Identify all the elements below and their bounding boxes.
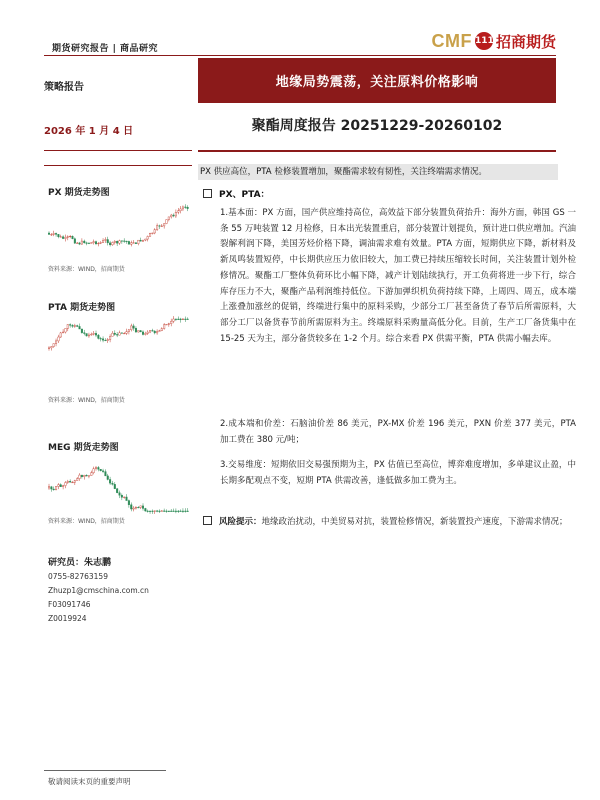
section-px-pta-label: PX、PTA： [219, 190, 270, 200]
candle-body [161, 226, 163, 227]
candle-body [173, 319, 175, 321]
risk-notice [203, 515, 576, 531]
candle-body [83, 475, 85, 477]
candle-body [163, 325, 165, 329]
candle-body [48, 487, 50, 488]
candle-body [98, 335, 100, 338]
pta-chart-title: PTA 期货走势图 [48, 303, 116, 313]
candle-body [55, 233, 57, 234]
candle-body [95, 333, 97, 335]
candle-body [116, 334, 118, 335]
candle-body [142, 240, 144, 241]
candle-body [187, 511, 189, 512]
candle-body [170, 511, 172, 512]
candle-body [159, 331, 161, 332]
candle-body [175, 511, 177, 512]
logo-company-name: 招商期货 [495, 32, 556, 51]
candle-body [72, 236, 74, 239]
candle-body [60, 333, 62, 337]
candle-body [185, 511, 187, 512]
candle-body [154, 511, 156, 512]
candle-body [140, 331, 142, 332]
candle-body [166, 220, 168, 224]
candle-body [91, 473, 93, 476]
candle-body [91, 334, 93, 335]
candle-body [185, 319, 187, 320]
candle-body [107, 240, 109, 243]
candle-body [140, 240, 142, 241]
candle-body [81, 329, 83, 333]
candle-body [62, 332, 64, 333]
candle-body [95, 242, 97, 244]
pta-chart-source: 资料来源：WIND，招商期货 [48, 397, 125, 404]
candle-body [58, 485, 60, 487]
candle-body [180, 511, 182, 512]
candle-body [168, 217, 170, 220]
candle-body [105, 472, 107, 476]
candle-body [114, 241, 116, 242]
candle-body [91, 243, 93, 244]
candle-body [102, 339, 104, 340]
candle-body [69, 325, 71, 326]
candle-body [93, 469, 95, 473]
candle-body [114, 484, 116, 488]
researcher-license-f: F03091746 [48, 600, 91, 609]
candle-body [100, 242, 102, 243]
candle-body [152, 233, 154, 234]
candle-body [177, 319, 179, 320]
candle-body [145, 239, 147, 240]
candle-body [53, 344, 55, 347]
candle-body [48, 348, 50, 349]
candle-body [55, 341, 57, 344]
candle-body [149, 511, 151, 512]
candle-body [107, 339, 109, 340]
candle-body [69, 236, 71, 237]
report-title: 地缘局势震荡，关注原料价格影响 [275, 75, 479, 90]
candle-body [166, 324, 168, 325]
candle-body [109, 243, 111, 245]
candle-body [135, 328, 137, 332]
checkbox-bullet-icon [203, 189, 212, 198]
candle-body [147, 236, 149, 239]
candle-body [133, 326, 135, 328]
header-divider [44, 55, 556, 56]
candle-body [130, 243, 132, 245]
candle-body [182, 319, 184, 320]
candle-body [86, 475, 88, 476]
researcher-phone: 0755-82763159 [48, 572, 108, 581]
candle-body [147, 332, 149, 333]
risk-text: 地缘政治扰动，中美贸易对抗，装置检修情况，新装置投产速度，下游需求情况； [261, 517, 568, 527]
candle-body [55, 486, 57, 489]
candle-body [166, 511, 168, 512]
candle-body [51, 234, 53, 235]
candle-body [182, 207, 184, 209]
candle-body [76, 243, 78, 244]
candle-body [119, 333, 121, 335]
candle-body [152, 511, 154, 512]
summary-highlight: PX 供应高位，PTA 检修装置增加，聚酯需求较有韧性，关注终端需求情况。 [198, 164, 558, 180]
candle-body [140, 506, 142, 508]
candle-body [86, 333, 88, 335]
px-chart-source: 资料来源：WIND，招商期货 [48, 266, 125, 273]
candle-body [177, 211, 179, 213]
candle-body [168, 511, 170, 512]
candle-body [154, 230, 156, 233]
candle-body [180, 319, 182, 320]
candle-body [145, 333, 147, 334]
candle-body [93, 242, 95, 243]
candle-body [65, 328, 67, 332]
candle-body [121, 495, 123, 497]
candle-body [116, 489, 118, 493]
candle-body [149, 233, 151, 236]
candle-body [126, 497, 128, 501]
candle-body [112, 333, 114, 336]
candle-body [112, 242, 114, 244]
candle-body [100, 338, 102, 339]
candle-body [67, 325, 69, 329]
candle-body [116, 241, 118, 243]
candle-body [67, 237, 69, 238]
candle-body [62, 486, 64, 487]
logo-cmf-text: CMF [431, 30, 472, 51]
paragraph-fundamentals: 1.基本面：PX 方面，国产供应维持高位，高效益下部分装置负荷抬升：海外方面，韩国 GS 一条 55 万吨装置 12 月检修，日本出光装置重启，部分装置计划提负，预计进口供应增加。汽油裂解利润下降，美国芳烃价格下降，调油需求难有效量。PTA 方面，短期供应下降，新材料及新凤鸣装置短停，中长期供应压力依旧较大，加工费已持续压缩较长时间，关注装置计划外检修情况。聚酯工厂整体负荷环比小幅下降，减产计划陆续执行，开工负荷将进一步下行，综合库存压力不大，聚酯产品利润维持低位。下游加弹织机负荷持续下降，上周四、周五，成本端上涨叠加涨丝的促销，终端进行集中的原料采购，少部分工厂甚至备货了春节后所需原料，大部分工厂以备货春节前所需原料为主。终端原料采购量高低分化。目前，生产工厂备货集中在 15-25 天为主，部分备货较多在 1-2 个月。综合来看 PX 供需平衡，PTA 供需小幅去库。 [220, 208, 576, 344]
candle-body [112, 483, 114, 484]
candle-body [159, 511, 161, 512]
candle-body [175, 319, 177, 320]
candle-body [88, 476, 90, 477]
candle-body [133, 243, 135, 244]
candle-body [93, 333, 95, 334]
report-category: 期货研究报告 | 商品研究 [52, 44, 159, 54]
risk-label: 风险提示： [219, 517, 262, 527]
candle-body [123, 241, 125, 242]
report-date: 2026 年 1 月 4 日 [44, 126, 134, 137]
candle-body [105, 340, 107, 341]
candle-body [135, 507, 137, 508]
candle-body [119, 493, 121, 495]
candle-body [123, 497, 125, 498]
candle-body [86, 243, 88, 244]
candle-body [121, 333, 123, 334]
candle-body [76, 326, 78, 327]
meg-chart-source: 资料来源：WIND，招商期货 [48, 518, 125, 525]
candle-body [98, 243, 100, 244]
candle-body [58, 337, 60, 341]
candle-body [128, 330, 130, 332]
candle-body [88, 335, 90, 336]
candle-body [149, 330, 151, 332]
candle-body [114, 333, 116, 334]
paragraph-trading: 3.交易维度：短期依旧交易强预期为主，PX 估值已至高位，博弈难度增加，多单建议止盈，中长期多配观点不变，短期 PTA 供需改善，逢低做多加工费为主。 [220, 460, 576, 486]
candle-body [81, 241, 83, 244]
meg-candlestick-chart [46, 455, 192, 515]
candle-body [135, 243, 137, 244]
candle-body [159, 226, 161, 227]
section-px-pta-heading [203, 187, 270, 200]
candle-body [67, 481, 69, 482]
candle-body [128, 501, 130, 505]
company-logo [431, 30, 556, 52]
footer-divider [44, 770, 166, 771]
candle-body [177, 511, 179, 512]
pta-candlestick-chart [46, 315, 192, 375]
candle-body [109, 336, 111, 339]
candle-body [72, 482, 74, 483]
report-subtitle: 聚酯周度报告 20251229-20260102 [251, 118, 503, 134]
candle-body [152, 330, 154, 331]
px-chart-title: PX 期货走势图 [48, 188, 110, 198]
candle-body [142, 332, 144, 335]
candle-body [98, 467, 100, 469]
candle-body [74, 239, 76, 243]
candle-body [128, 241, 130, 244]
candle-body [95, 467, 97, 468]
candle-body [126, 241, 128, 242]
candle-body [79, 475, 81, 479]
px-candlestick-chart [46, 200, 192, 260]
candle-body [138, 331, 140, 332]
candle-body [123, 333, 125, 334]
researcher-name: 研究员：朱志鹏 [48, 558, 112, 568]
candle-body [133, 508, 135, 509]
candle-body [102, 471, 104, 472]
candle-body [81, 475, 83, 477]
candle-body [72, 325, 74, 326]
candle-body [102, 240, 104, 242]
candle-body [65, 483, 67, 486]
candle-body [126, 332, 128, 334]
candle-body [175, 212, 177, 216]
candle-body [79, 326, 81, 329]
candle-body [74, 481, 76, 483]
footer-disclaimer: 敬请阅读末页的重要声明 [48, 777, 131, 786]
candle-body [156, 511, 158, 512]
candle-body [76, 479, 78, 481]
candle-body [60, 485, 62, 487]
candle-body [65, 237, 67, 238]
candle-body [60, 237, 62, 238]
candle-body [83, 333, 85, 334]
candle-body [163, 224, 165, 226]
candle-body [58, 234, 60, 236]
candle-body [121, 241, 123, 242]
subtitle-divider [198, 150, 556, 152]
candle-body [170, 321, 172, 324]
candle-body [185, 207, 187, 208]
candle-body [156, 226, 158, 230]
candle-body [53, 489, 55, 490]
candle-body [100, 469, 102, 471]
candle-body [154, 331, 156, 333]
candle-body [173, 215, 175, 216]
logo-seal-icon: 111 [475, 32, 493, 50]
candle-body [74, 326, 76, 327]
candle-body [130, 326, 132, 330]
candle-body [53, 233, 55, 234]
candle-body [145, 508, 147, 511]
candle-body [107, 476, 109, 480]
sidebar-divider-top [44, 150, 192, 151]
candle-body [130, 505, 132, 509]
candle-body [109, 479, 111, 483]
candle-body [105, 240, 107, 241]
candle-body [138, 507, 140, 508]
candle-body [187, 207, 189, 208]
researcher-license-z: Z0019924 [48, 614, 87, 623]
report-title-bar [198, 58, 556, 103]
candle-body [156, 331, 158, 332]
candle-body [142, 506, 144, 509]
candle-body [88, 243, 90, 244]
candle-body [187, 319, 189, 320]
candle-body [62, 237, 64, 239]
candle-body [163, 511, 165, 512]
researcher-email[interactable]: Zhuzp1@cmschina.com.cn [48, 586, 149, 595]
candle-body [173, 511, 175, 512]
report-type: 策略报告 [44, 82, 84, 93]
candle-body [51, 347, 53, 348]
candle-body [182, 511, 184, 512]
candle-body [51, 487, 53, 489]
candle-body [161, 329, 163, 331]
candle-body [79, 243, 81, 244]
candle-body [180, 209, 182, 211]
checkbox-bullet-icon [203, 516, 212, 525]
candle-body [147, 511, 149, 512]
candle-body [161, 511, 163, 512]
candle-body [170, 215, 172, 217]
meg-chart-title: MEG 期货走势图 [48, 443, 119, 453]
paragraph-cost-spread: 2.成本端和价差：石脑油价差 86 美元，PX-MX 价差 196 美元，PXN 价差 377 美元，PTA 加工费在 380 元/吨； [220, 419, 576, 445]
candle-body [69, 481, 71, 482]
candle-body [168, 324, 170, 325]
candle-body [83, 241, 85, 243]
sidebar-divider [44, 165, 192, 166]
candle-body [119, 241, 121, 243]
candle-body [138, 240, 140, 244]
candle-body [48, 233, 50, 234]
